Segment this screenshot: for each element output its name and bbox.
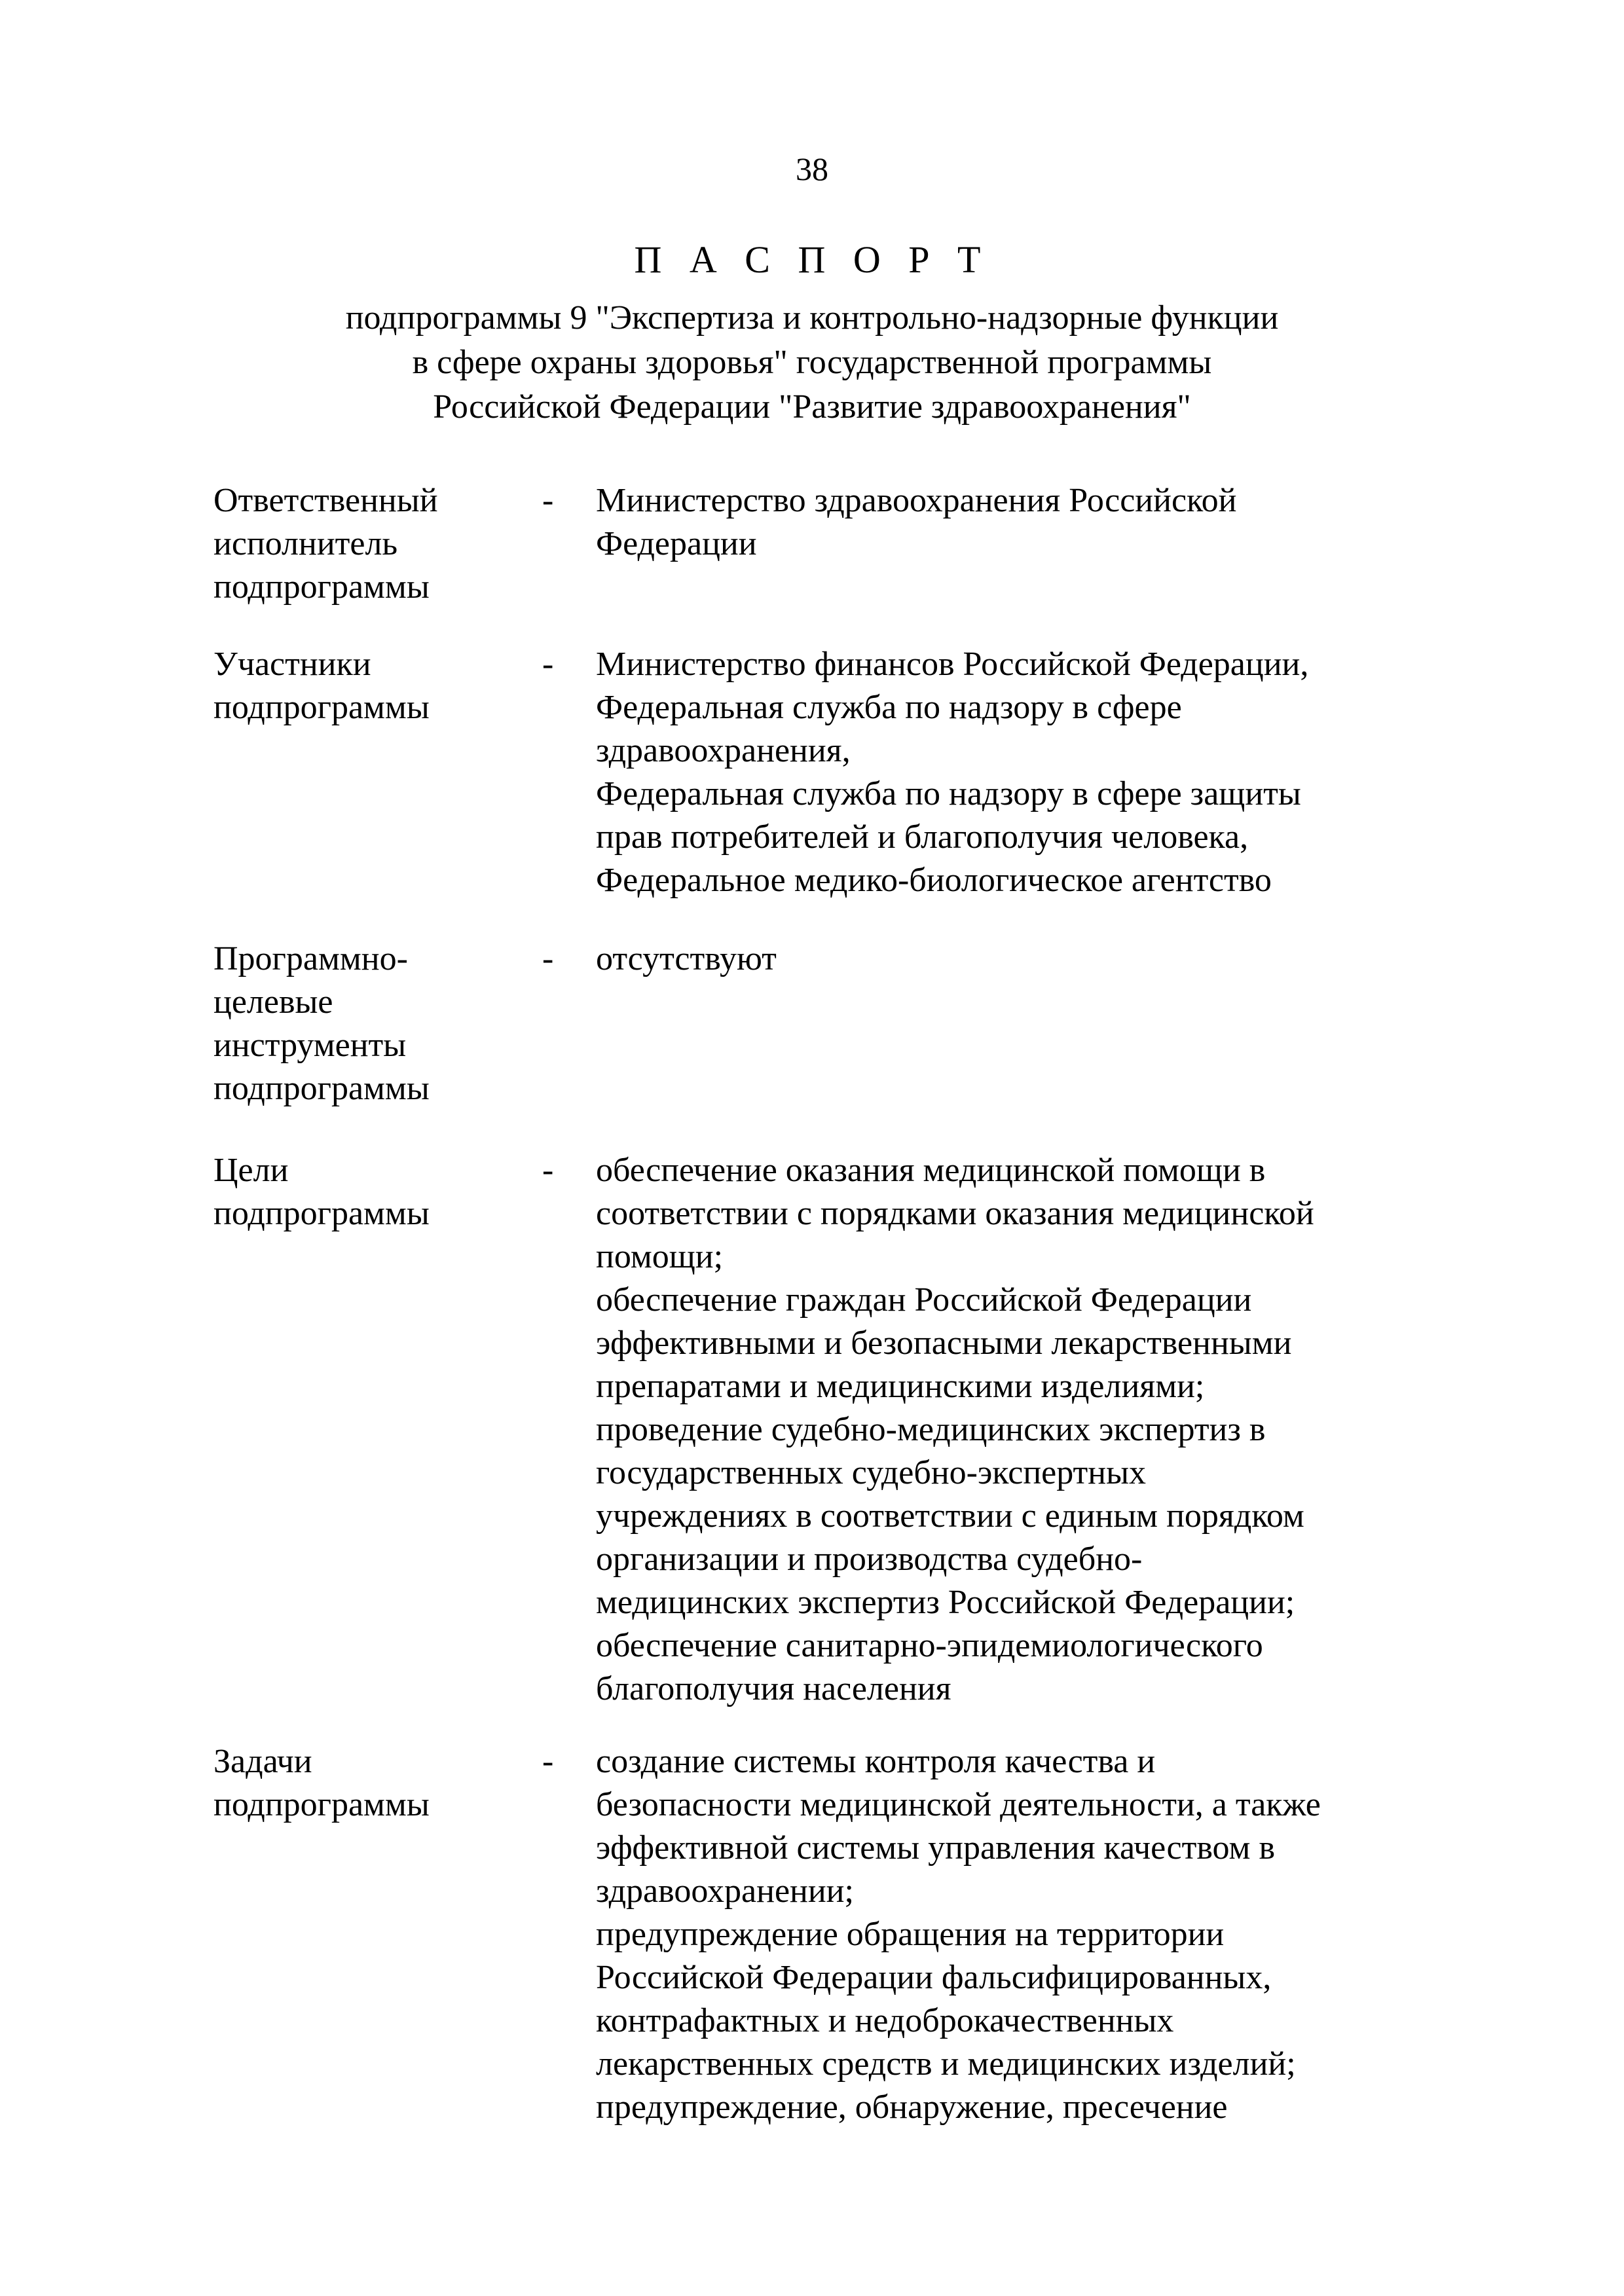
row-value	[596, 479, 1513, 566]
row-dash: -	[542, 1743, 554, 1780]
value-line: Российской Федерации фальсифицированных,	[596, 1959, 1272, 1996]
value-line: препаратами и медицинскими изделиями;	[596, 1368, 1205, 1405]
value-line: соответствии с порядками оказания медицинской	[596, 1195, 1314, 1232]
row-dash: -	[542, 1152, 554, 1189]
subtitle-line: Российской Федерации "Развитие здравоохранения"	[433, 388, 1191, 426]
value-line: благополучия населения	[596, 1670, 951, 1707]
value-line: учреждениях в соответствии с единым порядком	[596, 1497, 1304, 1535]
value-line: Федеральное медико-биологическое агентство	[596, 862, 1272, 899]
value-line: лекарственных средств и медицинских изделий;	[596, 2045, 1296, 2083]
row-label: Задачи подпрограммы	[213, 1743, 430, 1823]
row-label: Цели подпрограммы	[213, 1152, 430, 1232]
subtitle-line: в сфере охраны здоровья" государственной программы	[412, 344, 1212, 381]
value-line: государственных судебно-экспертных	[596, 1454, 1147, 1491]
value-line: организации и производства судебно-	[596, 1540, 1143, 1578]
value-line: помощи;	[596, 1238, 724, 1275]
value-line: здравоохранения,	[596, 732, 851, 769]
value-line: обеспечение санитарно-эпидемиологического	[596, 1627, 1263, 1664]
value-line: Министерство финансов Российской Федерации,	[596, 646, 1309, 683]
row-label: Программно- целевые инструменты подпрограммы	[213, 940, 430, 1107]
value-line: здравоохранении;	[596, 1872, 854, 1910]
row-value	[596, 938, 1513, 981]
value-line: прав потребителей и благополучия человека,	[596, 818, 1249, 856]
row-value	[596, 1149, 1513, 1711]
row-dash: -	[542, 940, 554, 977]
value-line: проведение судебно-медицинских экспертиз в	[596, 1411, 1266, 1448]
row-value	[596, 643, 1513, 902]
value-line: отсутствуют	[596, 940, 777, 977]
row-dash: -	[542, 482, 554, 519]
document-title: П А С П О Р Т	[634, 238, 990, 281]
value-line: эффективной системы управления качеством в	[596, 1829, 1276, 1867]
value-line: контрафактных и недоброкачественных	[596, 2002, 1174, 2039]
document-subtitle	[0, 296, 1624, 429]
page-number: 38	[796, 151, 828, 187]
value-line: эффективными и безопасными лекарственными	[596, 1324, 1292, 1362]
row-label: Ответственный исполнитель подпрограммы	[213, 482, 438, 606]
value-line: создание системы контроля качества и	[596, 1743, 1156, 1780]
row-label: Участники подпрограммы	[213, 646, 430, 726]
row-value	[596, 1740, 1513, 2129]
value-line: обеспечение оказания медицинской помощи в	[596, 1152, 1266, 1189]
value-line: Федеральная служба по надзору в сфере защиты	[596, 775, 1301, 812]
value-line: Федерации	[596, 525, 757, 562]
value-line: Министерство здравоохранения Российской	[596, 482, 1237, 519]
value-line: предупреждение, обнаружение, пресечение	[596, 2088, 1228, 2126]
value-line: безопасности медицинской деятельности, а также	[596, 1786, 1321, 1823]
value-line: предупреждение обращения на территории	[596, 1916, 1225, 1953]
value-line: Федеральная служба по надзору в сфере	[596, 689, 1182, 726]
subtitle-line: подпрограммы 9 "Экспертиза и контрольно-надзорные функции	[345, 299, 1279, 337]
value-line: обеспечение граждан Российской Федерации	[596, 1281, 1252, 1319]
row-dash: -	[542, 646, 554, 683]
value-line: медицинских экспертиз Российской Федерации;	[596, 1584, 1295, 1621]
